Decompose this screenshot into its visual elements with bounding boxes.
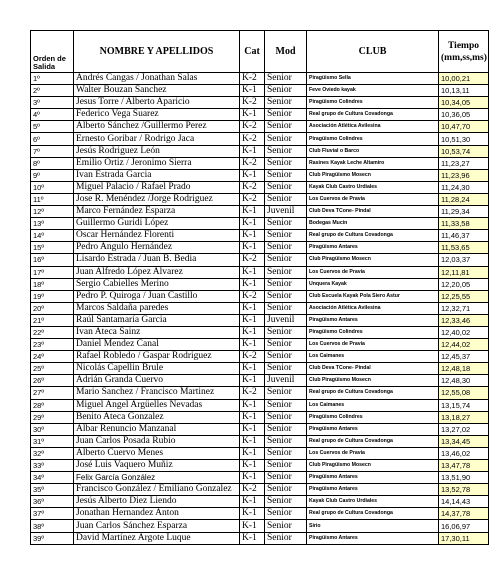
- cell-nombre: Guillermo Guridi López: [74, 218, 240, 230]
- cell-club: Unquera Kayak: [307, 278, 439, 290]
- table-row: [31, 484, 489, 496]
- table-row: [31, 169, 489, 181]
- table-row: [31, 435, 489, 447]
- cell-tiempo: 11,28,24: [439, 193, 489, 205]
- cell-nombre: Ivan Ateca Sainz: [74, 326, 240, 338]
- cell-orden: 38º: [31, 520, 74, 532]
- cell-mod: Senior: [265, 169, 307, 181]
- cell-orden: 25º: [31, 363, 74, 375]
- cell-cat: K-2: [240, 193, 265, 205]
- cell-nombre: Rafael Robledo / Gaspar Rodriguez: [74, 351, 240, 363]
- cell-nombre: Miguel Angel Argüelles Nevadas: [74, 399, 240, 411]
- cell-orden: 32º: [31, 447, 74, 459]
- cell-nombre: Jonathan Hernandez Anton: [74, 508, 240, 520]
- cell-tiempo: 14,37,78: [439, 508, 489, 520]
- table-row: [31, 496, 489, 508]
- table-row: [31, 302, 489, 314]
- cell-tiempo: 10,51,30: [439, 133, 489, 145]
- table-row: [31, 399, 489, 411]
- cell-mod: Senior: [265, 363, 307, 375]
- cell-orden: 15º: [31, 242, 74, 254]
- table-row: [31, 423, 489, 435]
- cell-club: Real grupo de Cultura Covadonga: [307, 435, 439, 447]
- table-row: [31, 387, 489, 399]
- cell-nombre: Jesús Rodriguez León: [74, 145, 240, 157]
- cell-nombre: Jose R. Menéndez /Jorge Rodriguez: [74, 193, 240, 205]
- cell-mod: Senior: [265, 266, 307, 278]
- cell-orden: 24º: [31, 351, 74, 363]
- cell-tiempo: 12,44,02: [439, 339, 489, 351]
- table-row: [31, 85, 489, 97]
- cell-mod: Senior: [265, 447, 307, 459]
- cell-cat: K-2: [240, 181, 265, 193]
- cell-club: Asociación Atlética Avilesina: [307, 121, 439, 133]
- cell-mod: Senior: [265, 326, 307, 338]
- table-row: [31, 314, 489, 326]
- cell-tiempo: 12,45,37: [439, 351, 489, 363]
- cell-club: Club Fluvial o Barco: [307, 145, 439, 157]
- cell-club: Club Escuela Kayak Pola Siero Astur: [307, 290, 439, 302]
- cell-tiempo: 13,52,78: [439, 484, 489, 496]
- cell-orden: 30º: [31, 423, 74, 435]
- cell-club: Los Cuervos de Pravia: [307, 193, 439, 205]
- cell-mod: Senior: [265, 339, 307, 351]
- cell-nombre: Albar Renuncio Manzanal: [74, 423, 240, 435]
- cell-club: Real grupo de Cultura Covadonga: [307, 230, 439, 242]
- cell-tiempo: 12,33,46: [439, 314, 489, 326]
- table-row: [31, 447, 489, 459]
- cell-nombre: Nicolás Capellin Brule: [74, 363, 240, 375]
- cell-nombre: Raúl Santamaría Garcia: [74, 314, 240, 326]
- cell-club: Club Deva TCone- Pindal: [307, 363, 439, 375]
- cell-mod: Senior: [265, 97, 307, 109]
- cell-club: Piragüismo Antares: [307, 314, 439, 326]
- cell-nombre: Ivan Estrada Garcia: [74, 169, 240, 181]
- cell-tiempo: 11,33,58: [439, 218, 489, 230]
- cell-cat: K-2: [240, 484, 265, 496]
- cell-club: Piragüismo Antares: [307, 472, 439, 484]
- cell-tiempo: 10,34,05: [439, 97, 489, 109]
- table-row: [31, 411, 489, 423]
- cell-cat: K-1: [240, 218, 265, 230]
- cell-cat: K-2: [240, 254, 265, 266]
- cell-mod: Senior: [265, 423, 307, 435]
- table-row: [31, 133, 489, 145]
- cell-club: Feve Oviedo kayak: [307, 85, 439, 97]
- cell-mod: Senior: [265, 496, 307, 508]
- cell-club: Piragüismo Antares: [307, 242, 439, 254]
- cell-nombre: Oscar Hernández Florenti: [74, 230, 240, 242]
- cell-cat: K-2: [240, 73, 265, 85]
- cell-club: Rasines Kayak Leche Altamiro: [307, 157, 439, 169]
- cell-orden: 26º: [31, 375, 74, 387]
- cell-nombre: Jesus Torre / Alberto Aparicio: [74, 97, 240, 109]
- cell-club: Piragüismo Antares: [307, 423, 439, 435]
- cell-orden: 37º: [31, 508, 74, 520]
- cell-mod: Senior: [265, 254, 307, 266]
- cell-orden: 31º: [31, 435, 74, 447]
- cell-orden: 21º: [31, 314, 74, 326]
- cell-cat: K-1: [240, 496, 265, 508]
- cell-tiempo: 12,20,05: [439, 278, 489, 290]
- cell-club: Real grupo de Cultura Covadonga: [307, 109, 439, 121]
- cell-cat: K-1: [240, 169, 265, 181]
- cell-cat: K-1: [240, 363, 265, 375]
- cell-tiempo: 12,40,02: [439, 326, 489, 338]
- cell-nombre: David Martínez Argote Luque: [74, 532, 240, 544]
- cell-mod: Senior: [265, 399, 307, 411]
- cell-mod: Senior: [265, 290, 307, 302]
- cell-mod: Senior: [265, 484, 307, 496]
- cell-club: Kayak Club Castro Urdiales: [307, 181, 439, 193]
- cell-orden: 8º: [31, 157, 74, 169]
- cell-nombre: Jesús Alberto Diez Liendo: [74, 496, 240, 508]
- cell-nombre: Juan Alfredo López Alvarez: [74, 266, 240, 278]
- cell-club: Bodegas Mucin: [307, 218, 439, 230]
- cell-cat: K-1: [240, 411, 265, 423]
- cell-cat: K-2: [240, 97, 265, 109]
- cell-club: Piragüismo Colindres: [307, 326, 439, 338]
- cell-tiempo: 13,46,02: [439, 447, 489, 459]
- table-row: [31, 460, 489, 472]
- cell-club: Club Piragüismo Mosecn: [307, 375, 439, 387]
- table-row: [31, 532, 489, 544]
- cell-mod: Senior: [265, 193, 307, 205]
- cell-nombre: Felix García González: [74, 472, 240, 484]
- cell-nombre: Pedro P. Quiroga / Juan Castillo: [74, 290, 240, 302]
- table-row: [31, 230, 489, 242]
- header-orden: Orden de Salida: [31, 31, 74, 73]
- table-row: [31, 121, 489, 133]
- cell-mod: Senior: [265, 121, 307, 133]
- table-body: [31, 73, 489, 545]
- cell-club: Los Cuervos de Pravia: [307, 266, 439, 278]
- cell-nombre: Pedro Angulo Hernández: [74, 242, 240, 254]
- cell-mod: Senior: [265, 508, 307, 520]
- table-row: [31, 326, 489, 338]
- cell-cat: K-1: [240, 339, 265, 351]
- cell-tiempo: 13,47,78: [439, 460, 489, 472]
- table-row: [31, 218, 489, 230]
- header-mod: Mod: [265, 31, 307, 73]
- results-table: [30, 30, 489, 545]
- cell-tiempo: 13,34,45: [439, 435, 489, 447]
- cell-mod: Senior: [265, 387, 307, 399]
- cell-cat: K-1: [240, 508, 265, 520]
- header-row: [31, 31, 489, 73]
- cell-mod: Senior: [265, 520, 307, 532]
- cell-nombre: Alberto Sánchez /Guillermo Perez: [74, 121, 240, 133]
- cell-orden: 33º: [31, 460, 74, 472]
- cell-mod: Senior: [265, 532, 307, 544]
- cell-nombre: Ernesto Goribar / Rodrigo Jaca: [74, 133, 240, 145]
- cell-mod: Senior: [265, 435, 307, 447]
- cell-mod: Senior: [265, 85, 307, 97]
- cell-mod: Senior: [265, 218, 307, 230]
- cell-mod: Senior: [265, 242, 307, 254]
- cell-club: Club Deva TCone- Pindal: [307, 206, 439, 218]
- cell-nombre: Juan Carlos Posada Rubio: [74, 435, 240, 447]
- table-row: [31, 508, 489, 520]
- cell-orden: 27º: [31, 387, 74, 399]
- cell-nombre: Emilio Ortiz / Jeronimo Sierra: [74, 157, 240, 169]
- table-row: [31, 73, 489, 85]
- cell-mod: Senior: [265, 109, 307, 121]
- cell-nombre: Adrián Granda Cuervo: [74, 375, 240, 387]
- cell-mod: Senior: [265, 73, 307, 85]
- cell-cat: K-2: [240, 121, 265, 133]
- table-row: [31, 157, 489, 169]
- cell-orden: 7º: [31, 145, 74, 157]
- table-row: [31, 266, 489, 278]
- cell-cat: K-1: [240, 278, 265, 290]
- cell-cat: K-1: [240, 230, 265, 242]
- cell-tiempo: 11,23,96: [439, 169, 489, 181]
- cell-club: Piragüismo Colindres: [307, 97, 439, 109]
- table-row: [31, 181, 489, 193]
- cell-tiempo: 11,29,34: [439, 206, 489, 218]
- cell-nombre: Federico Vega Suarez: [74, 109, 240, 121]
- cell-orden: 2º: [31, 85, 74, 97]
- cell-tiempo: 10,36,05: [439, 109, 489, 121]
- cell-orden: 12º: [31, 206, 74, 218]
- cell-cat: K-1: [240, 302, 265, 314]
- cell-club: Real grupo de Cultura Covadonga: [307, 387, 439, 399]
- cell-mod: Senior: [265, 411, 307, 423]
- cell-orden: 9º: [31, 169, 74, 181]
- cell-tiempo: 10,13,11: [439, 85, 489, 97]
- table-row: [31, 193, 489, 205]
- cell-tiempo: 12,32,71: [439, 302, 489, 314]
- cell-tiempo: 10,47,70: [439, 121, 489, 133]
- cell-orden: 6º: [31, 133, 74, 145]
- cell-orden: 3º: [31, 97, 74, 109]
- cell-orden: 17º: [31, 266, 74, 278]
- table-row: [31, 109, 489, 121]
- cell-cat: K-1: [240, 399, 265, 411]
- cell-cat: K-1: [240, 326, 265, 338]
- cell-orden: 34º: [31, 472, 74, 484]
- cell-club: Piragüismo Colindres: [307, 411, 439, 423]
- cell-tiempo: 11,53,65: [439, 242, 489, 254]
- cell-cat: K-2: [240, 290, 265, 302]
- cell-nombre: Walter Bouzan Sanchez: [74, 85, 240, 97]
- cell-club: Los Caimanes: [307, 399, 439, 411]
- cell-club: Club Piragüismo Mosecn: [307, 254, 439, 266]
- cell-cat: K-1: [240, 472, 265, 484]
- cell-mod: Senior: [265, 230, 307, 242]
- cell-cat: K-1: [240, 145, 265, 157]
- cell-orden: 23º: [31, 339, 74, 351]
- cell-orden: 11º: [31, 193, 74, 205]
- cell-tiempo: 13,51,90: [439, 472, 489, 484]
- cell-mod: Senior: [265, 145, 307, 157]
- table-row: [31, 206, 489, 218]
- table-row: [31, 145, 489, 157]
- cell-tiempo: 11,24,30: [439, 181, 489, 193]
- cell-nombre: Marco Fernández Esparza: [74, 206, 240, 218]
- cell-orden: 1º: [31, 73, 74, 85]
- cell-mod: Juvenil: [265, 206, 307, 218]
- cell-mod: Senior: [265, 181, 307, 193]
- cell-club: Club Piragüismo Mosecn: [307, 169, 439, 181]
- table-row: [31, 472, 489, 484]
- cell-tiempo: 17,30,11: [439, 532, 489, 544]
- cell-club: Piragüismo Antares: [307, 532, 439, 544]
- cell-club: Los Caimanes: [307, 351, 439, 363]
- cell-nombre: Miguel Palacio / Rafael Prado: [74, 181, 240, 193]
- cell-cat: K-1: [240, 520, 265, 532]
- cell-club: Piragüismo Sella: [307, 73, 439, 85]
- header-tiempo: Tiempo (mm,ss,ms): [439, 31, 489, 73]
- cell-club: Los Cuervos de Pravia: [307, 339, 439, 351]
- cell-mod: Senior: [265, 472, 307, 484]
- cell-tiempo: 12,25,55: [439, 290, 489, 302]
- cell-club: Piragüismo Antares: [307, 484, 439, 496]
- cell-club: Los Cuervos de Pravia: [307, 447, 439, 459]
- cell-tiempo: 12,48,18: [439, 363, 489, 375]
- cell-nombre: Sergio Cabielles Merino: [74, 278, 240, 290]
- cell-orden: 35º: [31, 484, 74, 496]
- cell-mod: Senior: [265, 278, 307, 290]
- cell-tiempo: 14,14,43: [439, 496, 489, 508]
- cell-cat: K-2: [240, 351, 265, 363]
- cell-mod: Senior: [265, 157, 307, 169]
- cell-cat: K-1: [240, 460, 265, 472]
- cell-tiempo: 13,15,74: [439, 399, 489, 411]
- cell-tiempo: 13,27,02: [439, 423, 489, 435]
- header-cat: Cat: [240, 31, 265, 73]
- cell-club: Real grupo de Cultura Covadonga: [307, 508, 439, 520]
- cell-cat: K-2: [240, 133, 265, 145]
- cell-tiempo: 12,48,30: [439, 375, 489, 387]
- cell-orden: 4º: [31, 109, 74, 121]
- cell-cat: K-1: [240, 447, 265, 459]
- cell-cat: K-1: [240, 266, 265, 278]
- cell-orden: 18º: [31, 278, 74, 290]
- cell-mod: Senior: [265, 351, 307, 363]
- cell-nombre: Alberto Cuervo Menes: [74, 447, 240, 459]
- table-row: [31, 290, 489, 302]
- table-row: [31, 520, 489, 532]
- cell-tiempo: 12,11,81: [439, 266, 489, 278]
- cell-mod: Senior: [265, 133, 307, 145]
- table-row: [31, 375, 489, 387]
- cell-mod: Senior: [265, 302, 307, 314]
- table-row: [31, 254, 489, 266]
- cell-mod: Senior: [265, 460, 307, 472]
- cell-cat: K-1: [240, 532, 265, 544]
- cell-nombre: Daniel Mendez Canal: [74, 339, 240, 351]
- cell-club: Piragüismo Colindres: [307, 133, 439, 145]
- cell-cat: K-1: [240, 314, 265, 326]
- cell-nombre: Mario Sanchez / Francisco Martinez: [74, 387, 240, 399]
- table-row: [31, 351, 489, 363]
- cell-cat: K-1: [240, 85, 265, 97]
- cell-nombre: Juan Carlos Sánchez Esparza: [74, 520, 240, 532]
- cell-club: Kayak Club Castro Urdiales: [307, 496, 439, 508]
- cell-tiempo: 10,00,21: [439, 73, 489, 85]
- cell-nombre: José Luis Vaquero Muñiz: [74, 460, 240, 472]
- cell-orden: 36º: [31, 496, 74, 508]
- cell-cat: K-1: [240, 109, 265, 121]
- cell-nombre: Andrés Cangas / Jonathan Salas: [74, 73, 240, 85]
- cell-orden: 10º: [31, 181, 74, 193]
- cell-orden: 5º: [31, 121, 74, 133]
- header-nombre: NOMBRE Y APELLIDOS: [74, 31, 240, 73]
- cell-nombre: Benito Ateca Gonzalez: [74, 411, 240, 423]
- cell-orden: 28º: [31, 399, 74, 411]
- cell-cat: K-2: [240, 157, 265, 169]
- table-row: [31, 242, 489, 254]
- table-row: [31, 97, 489, 109]
- cell-mod: Juvenil: [265, 314, 307, 326]
- cell-cat: K-1: [240, 206, 265, 218]
- cell-club: Sirio: [307, 520, 439, 532]
- cell-tiempo: 12,55,08: [439, 387, 489, 399]
- cell-orden: 19º: [31, 290, 74, 302]
- cell-orden: 39º: [31, 532, 74, 544]
- cell-orden: 22º: [31, 326, 74, 338]
- cell-tiempo: 12,03,37: [439, 254, 489, 266]
- cell-tiempo: 10,53,74: [439, 145, 489, 157]
- cell-tiempo: 16,06,97: [439, 520, 489, 532]
- header-club: CLUB: [307, 31, 439, 73]
- table-row: [31, 363, 489, 375]
- cell-club: Asociación Atlética Avilesina: [307, 302, 439, 314]
- cell-cat: K-1: [240, 435, 265, 447]
- cell-nombre: Marcos Saldaña paredes: [74, 302, 240, 314]
- cell-orden: 20º: [31, 302, 74, 314]
- cell-tiempo: 11,23,27: [439, 157, 489, 169]
- cell-cat: K-2: [240, 387, 265, 399]
- cell-cat: K-1: [240, 375, 265, 387]
- cell-club: Club Piragüismo Mosecn: [307, 460, 439, 472]
- cell-tiempo: 13,18,27: [439, 411, 489, 423]
- cell-cat: K-1: [240, 423, 265, 435]
- cell-orden: 13º: [31, 218, 74, 230]
- cell-tiempo: 11,46,37: [439, 230, 489, 242]
- table-row: [31, 278, 489, 290]
- table-row: [31, 339, 489, 351]
- cell-cat: K-1: [240, 242, 265, 254]
- cell-orden: 16º: [31, 254, 74, 266]
- cell-nombre: Francisco González / Emiliano Gonzalez: [74, 484, 240, 496]
- cell-orden: 14º: [31, 230, 74, 242]
- cell-mod: Juvenil: [265, 375, 307, 387]
- cell-orden: 29º: [31, 411, 74, 423]
- cell-nombre: Lisardo Estrada / Juan B. Bedia: [74, 254, 240, 266]
